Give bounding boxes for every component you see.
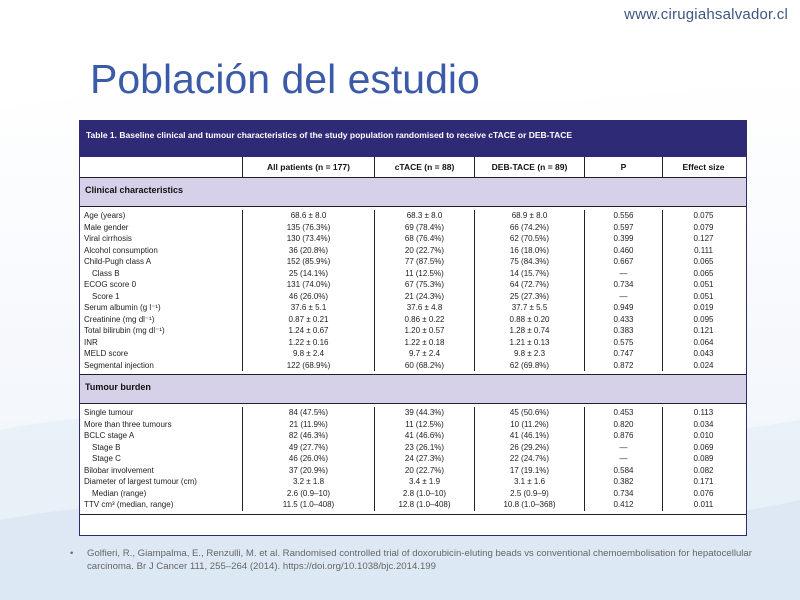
cell-ctace: 69 (78.4%) <box>374 222 474 234</box>
cell-p-value: 0.734 <box>584 279 662 291</box>
table-row <box>80 245 746 257</box>
cell-ctace: 11 (12.5%) <box>374 268 474 280</box>
cell-effect-size: 0.111 <box>662 245 744 257</box>
row-label: Alcohol consumption <box>84 245 158 255</box>
cell-ctace: 39 (44.3%) <box>374 407 474 419</box>
table-row <box>80 430 746 442</box>
table-row <box>80 291 746 303</box>
cell-ctace: 24 (27.3%) <box>374 453 474 465</box>
cell-deb-tace: 16 (18.0%) <box>474 245 584 257</box>
cell-effect-size: 0.095 <box>662 314 744 326</box>
cell-deb-tace: 1.28 ± 0.74 <box>474 325 584 337</box>
cell-p-value: — <box>584 453 662 465</box>
row-label: More than three tumours <box>84 419 172 429</box>
cell-p-value: 0.820 <box>584 419 662 431</box>
cell-effect-size: 0.065 <box>662 256 744 268</box>
cell-all-patients: 9.8 ± 2.4 <box>242 348 374 360</box>
cell-effect-size: 0.051 <box>662 291 744 303</box>
cell-effect-size: 0.075 <box>662 210 744 222</box>
table-row <box>80 442 746 454</box>
cell-ctace: 1.20 ± 0.57 <box>374 325 474 337</box>
table-row <box>80 222 746 234</box>
cell-p-value: 0.575 <box>584 337 662 349</box>
cell-deb-tace: 41 (46.1%) <box>474 430 584 442</box>
cell-deb-tace: 3.1 ± 1.6 <box>474 476 584 488</box>
cell-p-value: 0.383 <box>584 325 662 337</box>
table-row <box>80 337 746 349</box>
cell-effect-size: 0.069 <box>662 442 744 454</box>
cell-all-patients: 21 (11.9%) <box>242 419 374 431</box>
row-label: Age (years) <box>84 211 126 220</box>
table-row <box>80 279 746 291</box>
row-label: Child-Pugh class A <box>84 257 152 266</box>
table-row <box>80 476 746 488</box>
table-row <box>80 465 746 477</box>
row-label: Diameter of largest tumour (cm) <box>84 477 197 486</box>
cell-ctace: 68.3 ± 8.0 <box>374 210 474 222</box>
cell-effect-size: 0.064 <box>662 337 744 349</box>
cell-all-patients: 3.2 ± 1.8 <box>242 476 374 488</box>
bullet-icon: • <box>70 548 74 559</box>
section-header: Tumour burden <box>80 375 746 404</box>
row-label: Score 1 <box>92 291 120 301</box>
cell-deb-tace: 62 (70.5%) <box>474 233 584 245</box>
cell-all-patients: 130 (73.4%) <box>242 233 374 245</box>
row-label: BCLC stage A <box>84 431 135 440</box>
cell-p-value: 0.382 <box>584 476 662 488</box>
cell-all-patients: 68.6 ± 8.0 <box>242 210 374 222</box>
cell-deb-tace: 64 (72.7%) <box>474 279 584 291</box>
row-label: Class B <box>92 268 120 278</box>
cell-ctace: 9.7 ± 2.4 <box>374 348 474 360</box>
row-label: ECOG score 0 <box>84 280 137 289</box>
cell-effect-size: 0.089 <box>662 453 744 465</box>
cell-all-patients: 84 (47.5%) <box>242 407 374 419</box>
cell-p-value: 0.433 <box>584 314 662 326</box>
cell-all-patients: 46 (26.0%) <box>242 291 374 303</box>
row-label: Median (range) <box>92 488 147 498</box>
row-label: Segmental injection <box>84 360 154 370</box>
table-row <box>80 419 746 431</box>
cell-ctace: 21 (24.3%) <box>374 291 474 303</box>
table-row <box>80 210 746 222</box>
row-label: Stage B <box>92 442 121 452</box>
cell-p-value: 0.876 <box>584 430 662 442</box>
table-row <box>80 360 746 372</box>
cell-all-patients: 135 (76.3%) <box>242 222 374 234</box>
cell-deb-tace: 66 (74.2%) <box>474 222 584 234</box>
cell-effect-size: 0.076 <box>662 488 744 500</box>
section-rows <box>80 207 746 375</box>
cell-all-patients: 37.6 ± 5.1 <box>242 302 374 314</box>
cell-deb-tace: 75 (84.3%) <box>474 256 584 268</box>
cell-effect-size: 0.011 <box>662 499 744 511</box>
header-effect-size: Effect size <box>662 157 744 177</box>
cell-deb-tace: 37.7 ± 5.5 <box>474 302 584 314</box>
cell-deb-tace: 14 (15.7%) <box>474 268 584 280</box>
table-row <box>80 256 746 268</box>
cell-effect-size: 0.082 <box>662 465 744 477</box>
row-label: Viral cirrhosis <box>84 234 132 243</box>
cell-ctace: 67 (75.3%) <box>374 279 474 291</box>
cell-all-patients: 82 (46.3%) <box>242 430 374 442</box>
cell-all-patients: 0.87 ± 0.21 <box>242 314 374 326</box>
cell-ctace: 0.86 ± 0.22 <box>374 314 474 326</box>
cell-all-patients: 46 (26.0%) <box>242 453 374 465</box>
cell-deb-tace: 25 (27.3%) <box>474 291 584 303</box>
cell-ctace: 60 (68.2%) <box>374 360 474 372</box>
table-header-row <box>80 157 746 178</box>
table-row <box>80 302 746 314</box>
cell-deb-tace: 45 (50.6%) <box>474 407 584 419</box>
cell-ctace: 20 (22.7%) <box>374 465 474 477</box>
table-row <box>80 268 746 280</box>
table-row <box>80 348 746 360</box>
cell-ctace: 12.8 (1.0–408) <box>374 499 474 511</box>
cell-deb-tace: 26 (29.2%) <box>474 442 584 454</box>
cell-deb-tace: 0.88 ± 0.20 <box>474 314 584 326</box>
cell-p-value: 0.399 <box>584 233 662 245</box>
table-body <box>80 178 746 515</box>
row-label: MELD score <box>84 349 129 358</box>
row-label: Male gender <box>84 222 129 232</box>
cell-p-value: — <box>584 291 662 303</box>
cell-p-value: 0.747 <box>584 348 662 360</box>
header-all-patients: All patients (n = 177) <box>242 157 374 177</box>
table-row <box>80 325 746 337</box>
table-row <box>80 233 746 245</box>
cell-all-patients: 25 (14.1%) <box>242 268 374 280</box>
cell-deb-tace: 1.21 ± 0.13 <box>474 337 584 349</box>
cell-deb-tace: 17 (19.1%) <box>474 465 584 477</box>
cell-effect-size: 0.034 <box>662 419 744 431</box>
header-ctace: cTACE (n = 88) <box>374 157 474 177</box>
row-label: TTV cm³ (median, range) <box>84 500 174 509</box>
cell-p-value: 0.412 <box>584 499 662 511</box>
cell-ctace: 37.6 ± 4.8 <box>374 302 474 314</box>
cell-p-value: 0.597 <box>584 222 662 234</box>
table-row <box>80 499 746 511</box>
table-row <box>80 314 746 326</box>
cell-p-value: — <box>584 442 662 454</box>
cell-all-patients: 11.5 (1.0–408) <box>242 499 374 511</box>
cell-ctace: 41 (46.6%) <box>374 430 474 442</box>
table-row <box>80 488 746 500</box>
cell-p-value: 0.556 <box>584 210 662 222</box>
cell-ctace: 3.4 ± 1.9 <box>374 476 474 488</box>
site-url: www.cirugiahsalvador.cl <box>624 6 788 23</box>
data-table <box>79 120 747 536</box>
cell-effect-size: 0.051 <box>662 279 744 291</box>
cell-effect-size: 0.024 <box>662 360 744 372</box>
cell-ctace: 68 (76.4%) <box>374 233 474 245</box>
section-header: Clinical characteristics <box>80 178 746 207</box>
reference-text: Golfieri, R., Giampalma, E., Renzulli, M. et al. Randomised controlled trial of doxorubicin-eluting beads vs conventional chemoembolisation for hepatocellular carcinoma. Br J Cancer 111, 255–264 (2014). https://doi.org/10.1038/bjc.2014.199 <box>87 548 752 572</box>
cell-effect-size: 0.127 <box>662 233 744 245</box>
cell-all-patients: 131 (74.0%) <box>242 279 374 291</box>
cell-all-patients: 152 (85.9%) <box>242 256 374 268</box>
cell-p-value: 0.734 <box>584 488 662 500</box>
cell-p-value: 0.460 <box>584 245 662 257</box>
cell-deb-tace: 62 (69.8%) <box>474 360 584 372</box>
cell-deb-tace: 2.5 (0.9–9) <box>474 488 584 500</box>
cell-p-value: 0.872 <box>584 360 662 372</box>
reference-note <box>70 548 770 573</box>
cell-deb-tace: 10.8 (1.0–368) <box>474 499 584 511</box>
cell-effect-size: 0.113 <box>662 407 744 419</box>
cell-all-patients: 37 (20.9%) <box>242 465 374 477</box>
cell-deb-tace: 10 (11.2%) <box>474 419 584 431</box>
cell-p-value: 0.453 <box>584 407 662 419</box>
cell-effect-size: 0.171 <box>662 476 744 488</box>
cell-all-patients: 36 (20.8%) <box>242 245 374 257</box>
cell-ctace: 11 (12.5%) <box>374 419 474 431</box>
cell-all-patients: 2.6 (0.9–10) <box>242 488 374 500</box>
cell-ctace: 1.22 ± 0.18 <box>374 337 474 349</box>
row-label: Creatinine (mg dl⁻¹) <box>84 314 155 324</box>
cell-effect-size: 0.043 <box>662 348 744 360</box>
table-row <box>80 453 746 465</box>
row-label: Single tumour <box>84 408 134 417</box>
row-label: Serum albumin (g l⁻¹) <box>84 303 161 312</box>
table-caption: Table 1. Baseline clinical and tumour characteristics of the study population randomised to receive cTACE or DEB-TACE <box>80 121 746 157</box>
row-label: INR <box>84 337 98 347</box>
cell-effect-size: 0.010 <box>662 430 744 442</box>
cell-effect-size: 0.079 <box>662 222 744 234</box>
cell-ctace: 77 (87.5%) <box>374 256 474 268</box>
cell-effect-size: 0.065 <box>662 268 744 280</box>
cell-all-patients: 122 (68.9%) <box>242 360 374 372</box>
section-rows <box>80 404 746 515</box>
table-row <box>80 407 746 419</box>
cell-deb-tace: 9.8 ± 2.3 <box>474 348 584 360</box>
cell-ctace: 20 (22.7%) <box>374 245 474 257</box>
cell-effect-size: 0.121 <box>662 325 744 337</box>
cell-effect-size: 0.019 <box>662 302 744 314</box>
cell-ctace: 23 (26.1%) <box>374 442 474 454</box>
cell-p-value: 0.584 <box>584 465 662 477</box>
cell-all-patients: 1.22 ± 0.16 <box>242 337 374 349</box>
header-deb-tace: DEB-TACE (n = 89) <box>474 157 584 177</box>
cell-deb-tace: 68.9 ± 8.0 <box>474 210 584 222</box>
cell-all-patients: 49 (27.7%) <box>242 442 374 454</box>
slide-title: Población del estudio <box>90 56 480 102</box>
cell-p-value: 0.667 <box>584 256 662 268</box>
cell-deb-tace: 22 (24.7%) <box>474 453 584 465</box>
cell-ctace: 2.8 (1.0–10) <box>374 488 474 500</box>
row-label: Total bilirubin (mg dl⁻¹) <box>84 326 165 335</box>
cell-all-patients: 1.24 ± 0.67 <box>242 325 374 337</box>
row-label: Stage C <box>92 454 121 463</box>
cell-p-value: — <box>584 268 662 280</box>
cell-p-value: 0.949 <box>584 302 662 314</box>
header-p-value: P <box>584 157 662 177</box>
row-label: Bilobar involvement <box>84 465 154 475</box>
